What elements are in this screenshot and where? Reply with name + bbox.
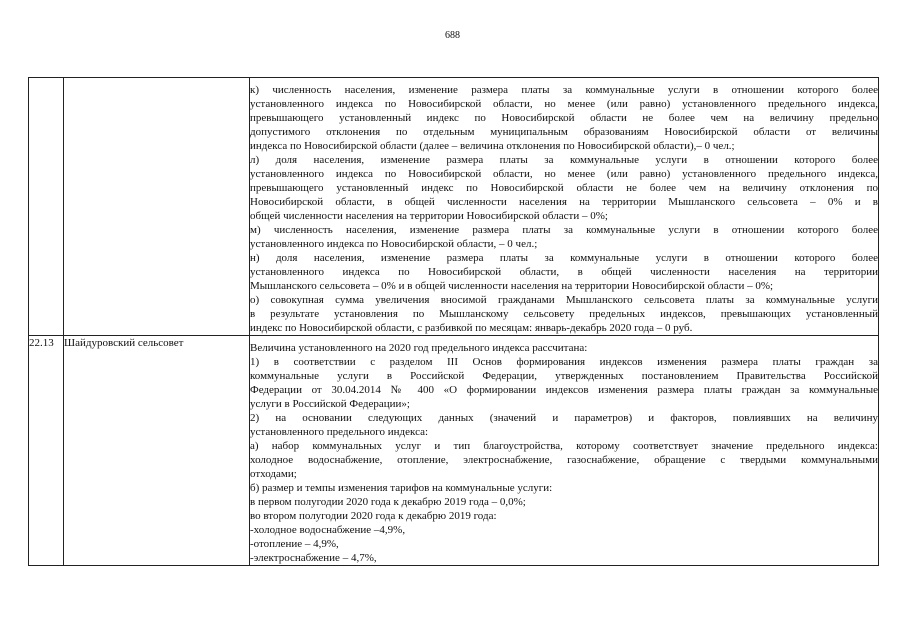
- text-line: Мышланского сельсовета – 0% и в общей численности населения на территории Новосибирской области – 0%;: [250, 280, 774, 292]
- text-line: Новосибирской области, в общей численности населения на территории Мышланского сельсовета – 0% и в: [250, 196, 878, 208]
- text-line: холодное водоснабжение, отопление, электроснабжение, газоснабжение, обращение с твердыми коммунальными: [250, 454, 878, 466]
- row-number-cell: [29, 78, 64, 336]
- text-line: превышающего установленный индекс по Новосибирской области не более чем на величину отклонения по: [250, 182, 878, 194]
- text-line: установленного индекса по Новосибирской области, но менее (или равно) установленного предельного индекса,: [250, 168, 878, 180]
- text-line: общей численности населения на территории Новосибирской области – 0%;: [250, 210, 608, 222]
- text-line: во втором полугодии 2020 года к декабрю 2019 года:: [250, 510, 497, 522]
- document-table: [28, 77, 879, 566]
- table-row: [29, 78, 879, 336]
- text-line: м) численность населения, изменение размера платы за коммунальные услуги в отношении которого более: [250, 224, 878, 236]
- text-line: -отопление – 4,9%,: [250, 538, 339, 550]
- municipality-name-cell: [64, 78, 250, 336]
- table-row: [29, 336, 879, 566]
- text-line: индекс по Новосибирской области, с разбивкой по месяцам: январь-декабрь 2020 года – 0 руб.: [250, 322, 693, 334]
- text-line: в результате установления по Мышланскому сельсовету предельных индексов, превышающих установленный: [250, 308, 878, 320]
- text-line: 1) в соответствии с разделом III Основ формирования индексов изменения размера платы граждан за: [250, 356, 878, 368]
- text-line: о) совокупная сумма увеличения вносимой гражданами Мышланского сельсовета платы за коммунальные услуги: [250, 294, 878, 306]
- text-line: установленного индекса по Новосибирской области, но менее (или равно) установленного предельного индекса,: [250, 98, 878, 110]
- text-line: допустимого отклонения по отдельным муниципальным образованиям Новосибирской области от величины: [250, 126, 878, 138]
- text-line: установленного индекса по Новосибирской области, в общей численности населения на территории: [250, 266, 878, 278]
- text-line: в первом полугодии 2020 года к декабрю 2019 года – 0,0%;: [250, 496, 526, 508]
- text-line: б) размер и темпы изменения тарифов на коммунальные услуги:: [250, 482, 553, 494]
- text-line: а) набор коммунальных услуг и тип благоустройства, которому соответствует значение предельного индекса:: [250, 440, 878, 452]
- text-line: н) доля населения, изменение размера платы за коммунальные услуги в отношении которого более: [250, 252, 878, 264]
- text-line: -холодное водоснабжение –4,9%,: [250, 524, 406, 536]
- text-line: установленного индекса по Новосибирской области, – 0 чел.;: [250, 238, 538, 250]
- text-line: л) доля населения, изменение размера платы за коммунальные услуги в отношении которого более: [250, 154, 878, 166]
- text-line: установленного предельного индекса:: [250, 426, 429, 438]
- page-number: 688: [445, 30, 460, 41]
- row-number-cell: 22.13: [29, 336, 64, 566]
- municipality-name-cell: Шайдуровский сельсовет: [64, 336, 250, 566]
- text-line: к) численность населения, изменение размера платы за коммунальные услуги в отношении которого более: [250, 84, 878, 96]
- description-cell: [250, 336, 879, 566]
- text-line: Федерации от 30.04.2014 № 400 «О формировании индексов изменения размера платы граждан за коммунальные: [250, 384, 878, 396]
- text-line: Величина установленного на 2020 год предельного индекса рассчитана:: [250, 342, 588, 354]
- text-line: 2) на основании следующих данных (значений и параметров) и факторов, повлиявших на величину: [250, 412, 878, 424]
- description-cell: [250, 78, 879, 336]
- text-line: коммунальные услуги в Российской Федерации, утвержденных постановлением Правительства Российской: [250, 370, 878, 382]
- text-line: превышающего установленный индекс по Новосибирской области не более чем на величину предельно: [250, 112, 878, 124]
- text-line: -электроснабжение – 4,7%,: [250, 552, 377, 564]
- text-line: услуги в Российской Федерации»;: [250, 398, 410, 410]
- text-line: отходами;: [250, 468, 297, 480]
- text-line: индекса по Новосибирской области (далее – величина отклонения по Новосибирской области),– 0 чел.;: [250, 140, 735, 152]
